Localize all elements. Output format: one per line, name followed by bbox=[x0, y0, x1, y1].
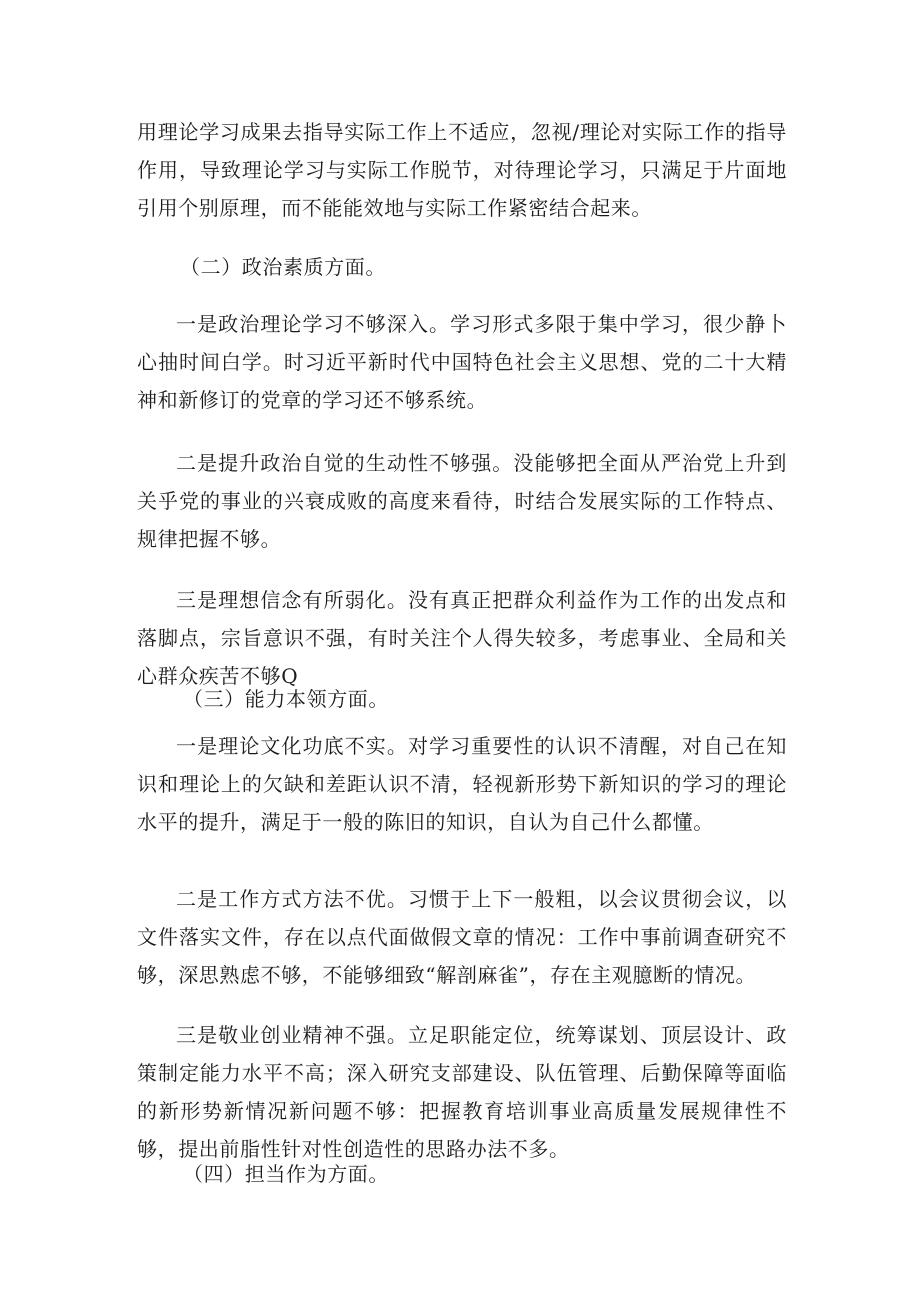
paragraph-ability-1: 一是理论文化功底不实。对学习重要性的认识不清醒，对自己在知识和理论上的欠缺和差距认识不清，轻视新形势下新知识的学习的理论水平的提升，满足于一般的陈旧的知识，自认为自己什么都懂。 bbox=[137, 734, 787, 834]
paragraph-ability-3: 三是敬业创业精神不强。立足职能定位，统筹谋划、顶层设计、政策制定能力水平不高；深入研究支部建设、队伍管理、后勤保障等面临的新形势新情况新问题不够：把握教育培训事业高质量发展规律性不够，提出前脂性针对性创造性的思路办法不多。 bbox=[137, 1023, 787, 1161]
paragraph-continued: 用理论学习成果去指导实际工作上不适应，忽视/理论对实际工作的指导作用，导致理论学习与实际工作脱节，对待理论学习，只满足于片面地引用个别原理，而不能能效地与实际工作紧密结合起来。 bbox=[137, 120, 787, 220]
paragraph-political-3: 三是理想信念有所弱化。没有真正把群众利益作为工作的出发点和落脚点，宗旨意识不强，有时关注个人得失较多，考虑事业、全局和关心群众疾苦不够Q bbox=[137, 588, 787, 688]
section-heading-3: （三）能力本领方面。 bbox=[183, 687, 389, 711]
paragraph-political-2: 二是提升政治自觉的生动性不够强。没能够把全面从严治党上升到关乎党的事业的兴衰成败的高度来看待，时结合发展实际的工作特点、规律把握不够。 bbox=[137, 451, 787, 551]
section-heading-4: （四）担当作为方面。 bbox=[183, 1162, 389, 1186]
section-heading-2: （二）政治素质方面。 bbox=[180, 255, 386, 279]
paragraph-political-1: 一是政治理论学习不够深入。学习形式多限于集中学习，很少静卜心抽时间白学。时习近平新时代中国特色社会主义思想、党的二十大精神和新修订的党章的学习还不够系统。 bbox=[137, 312, 787, 412]
paragraph-ability-2: 二是工作方式方法不优。习惯于上下一般粗，以会议贯彻会议，以文件落实文件，存在以点代面做假文章的情况：工作中事前调查研究不够，深思熟虑不够，不能够细致“解剖麻雀”，存在主观臆断的情况。 bbox=[137, 887, 787, 987]
